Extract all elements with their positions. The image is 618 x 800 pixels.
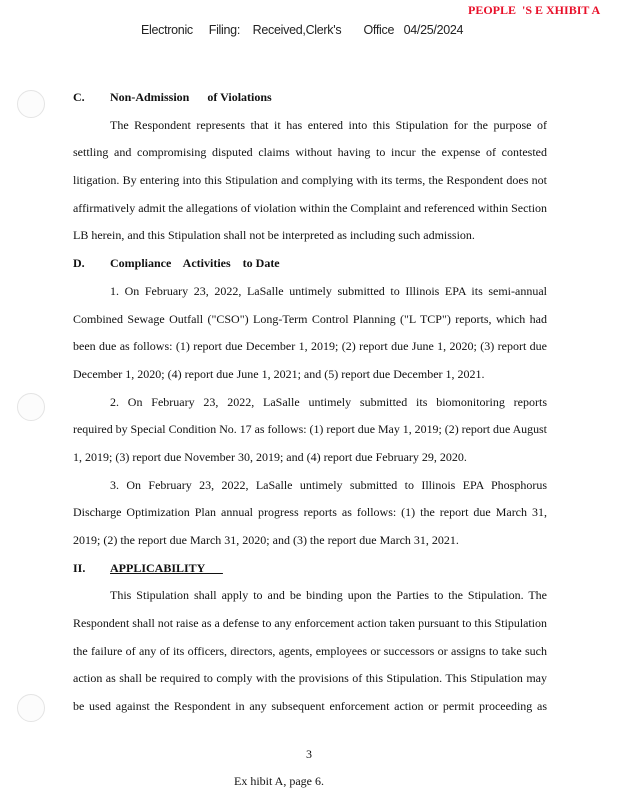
- paragraph-line: Discharge Optimization Plan annual progress reports as follows: (1) the report due March 31,: [73, 505, 547, 520]
- paragraph-line: affirmatively admit the allegations of violation within the Complaint and referenced within Section: [73, 200, 547, 215]
- section-number: II.: [73, 560, 86, 575]
- section-title: APPLICABILITY: [110, 560, 223, 575]
- paragraph: [73, 585, 547, 723]
- paragraph-line: 2. On February 23, 2022, LaSalle untimely submitted its biomonitoring reports: [110, 394, 547, 409]
- filing-stamp: Electronic Filing: Received,Clerk's Office 04/25/2024: [141, 23, 464, 37]
- paragraph-line: LB herein, and this Stipulation shall not be interpreted as including such admission.: [73, 228, 475, 243]
- paragraph-line: 1. On February 23, 2022, LaSalle untimely submitted to Illinois EPA its semi-annual: [110, 283, 547, 298]
- section-number: C.: [73, 90, 85, 104]
- paragraph-line: 3. On February 23, 2022, LaSalle untimely submitted to Illinois EPA Phosphorus: [110, 477, 547, 492]
- section-heading: [73, 253, 547, 281]
- paragraph-line: litigation. By entering into this Stipulation and complying with its terms, the Respondent does not: [73, 173, 547, 188]
- paragraph: [73, 392, 547, 475]
- exhibit-page-label: Ex hibit A, page 6.: [234, 773, 324, 788]
- document-body: [73, 87, 547, 724]
- paragraph-line: Respondent shall not raise as a defense to any enforcement action taken pursuant to this Stipulation: [73, 616, 547, 631]
- paragraph-line: been due as follows: (1) report due December 1, 2019; (2) report due June 1, 2020; (3) report due: [73, 339, 547, 354]
- paragraph-line: 2019; (2) the report due March 31, 2020; and (3) the report due March 31, 2021.: [73, 533, 459, 547]
- paragraph-line: settling and compromising disputed claims without having to incur the expense of contested: [73, 145, 547, 160]
- section-title: Non-Admission of Violations: [110, 90, 272, 104]
- paragraph-line: required by Special Condition No. 17 as follows: (1) report due May 1, 2019; (2) report due August: [73, 422, 547, 437]
- page-number: 3: [306, 746, 312, 761]
- paragraph-line: 1, 2019; (3) report due November 30, 2019; and (4) report due February 29, 2020.: [73, 449, 467, 464]
- section-heading: [73, 558, 547, 586]
- paragraph-line: the failure of any of its officers, directors, agents, employees or successors or assigns to take such: [73, 643, 547, 658]
- section-number: D.: [73, 256, 85, 271]
- paragraph-line: action as shall be required to comply with the provisions of this Stipulation. This Stipulation may: [73, 671, 547, 686]
- paragraph: [73, 115, 547, 253]
- section-title: Compliance Activities to Date: [110, 256, 280, 271]
- paragraph-line: The Respondent represents that it has entered into this Stipulation for the purpose of: [110, 117, 547, 132]
- paragraph-line: Combined Sewage Outfall ("CSO") Long-Term Control Planning ("L TCP") reports, which had: [73, 311, 547, 326]
- paragraph-line: be used against the Respondent in any subsequent enforcement action or permit proceeding as: [73, 699, 547, 714]
- paragraph: [73, 475, 547, 558]
- paragraph: [73, 281, 547, 392]
- paragraph-line: December 1, 2020; (4) report due June 1, 2021; and (5) report due December 1, 2021.: [73, 366, 485, 381]
- exhibit-stamp: PEOPLE 'S E XHIBIT A: [468, 3, 601, 17]
- page-content: [0, 87, 618, 789]
- section-heading: [73, 87, 547, 115]
- paragraph-line: This Stipulation shall apply to and be binding upon the Parties to the Stipulation. The: [110, 588, 547, 603]
